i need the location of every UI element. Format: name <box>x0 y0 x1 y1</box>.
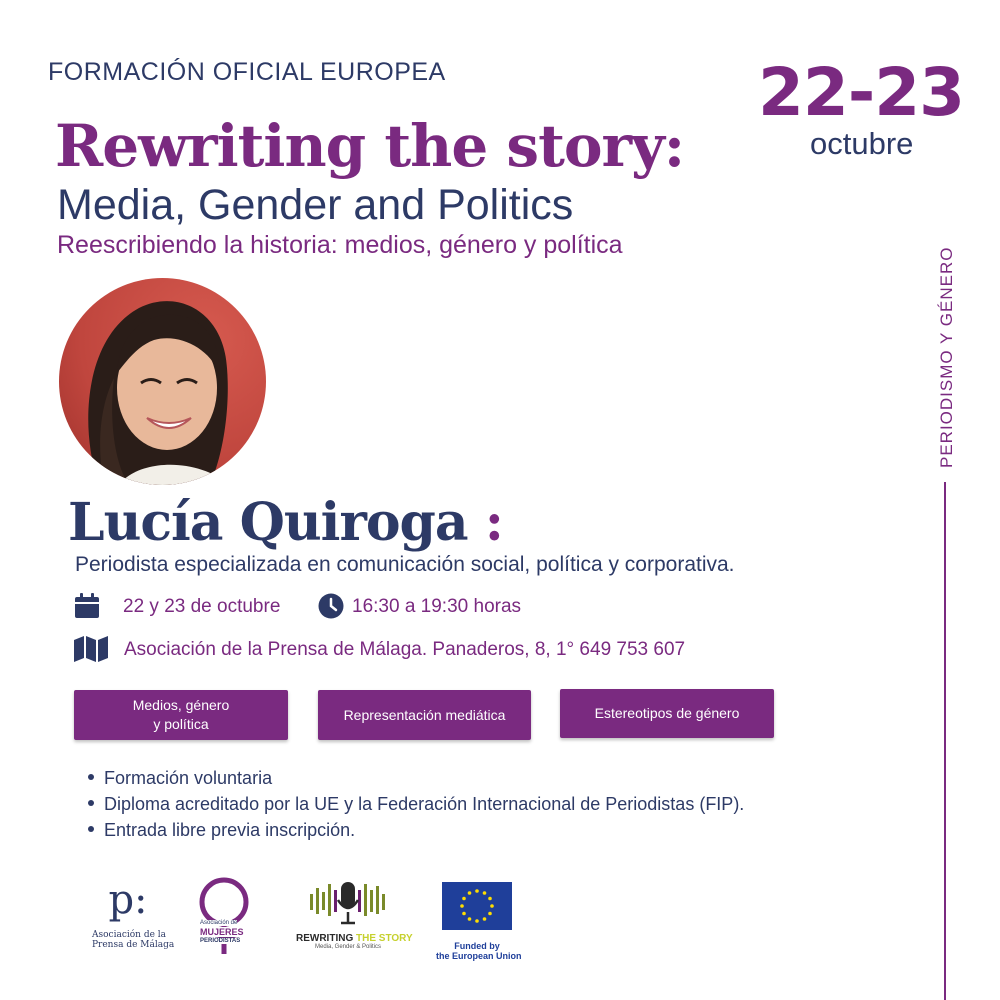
tag-label-line2: y política <box>153 716 209 732</box>
main-title: Rewriting the story: <box>55 112 685 180</box>
rewriting-the-story-logo <box>296 876 413 956</box>
event-date: 22 y 23 de octubre <box>123 596 281 617</box>
mujeres-periodistas-logo <box>192 876 256 956</box>
tag-label: Estereotipos de género <box>594 705 740 722</box>
eu-logo-line2: the European Union <box>436 951 522 961</box>
vertical-divider <box>944 482 946 1000</box>
apm-logo-line2: Prensa de Málaga <box>92 940 175 950</box>
subtitle-spanish: Reescribiendo la historia: medios, género y política <box>57 231 623 259</box>
apm-logo-mark: p: <box>108 877 148 923</box>
vertical-label-container <box>930 230 960 470</box>
vertical-label: PERIODISMO Y GÉNERO <box>937 246 956 468</box>
tag-representacion-mediatica <box>318 690 531 740</box>
eu-funding-logo <box>436 882 522 961</box>
tag-medios-genero-politica <box>74 690 288 740</box>
rts-logo-title: REWRITING THE STORY <box>296 933 413 944</box>
list-item: Formación voluntaria <box>88 765 744 791</box>
mujeres-logo-line3: PERIODISTAS <box>200 938 241 944</box>
podcast-microphone-icon <box>296 876 400 926</box>
speaker-portrait-icon <box>59 278 266 485</box>
calendar-icon <box>74 593 100 619</box>
venus-symbol-icon <box>192 876 256 956</box>
tag-label-line1: Medios, género <box>132 697 230 714</box>
eu-logo-line1: Funded by <box>454 941 500 951</box>
list-item: Diploma acreditado por la UE y la Federación Internacional de Periodistas (FIP). <box>88 791 744 817</box>
tag-estereotipos-genero <box>560 689 774 738</box>
date-range: 22-23 <box>758 54 965 131</box>
speaker-colon: : <box>484 492 503 553</box>
subtitle: Media, Gender and Politics <box>57 181 574 229</box>
tag-label: Representación mediática <box>343 706 506 723</box>
event-location: Asociación de la Prensa de Málaga. Panaderos, 8, 1° 649 753 607 <box>124 639 686 660</box>
speaker-name-line <box>68 492 503 553</box>
eu-flag-icon <box>442 882 512 930</box>
event-time: 16:30 a 19:30 horas <box>352 596 522 617</box>
date-month: octubre <box>810 126 914 161</box>
rts-logo-subtitle: Media, Gender & Politics <box>314 944 382 950</box>
speaker-role: Periodista especializada en comunicación social, política y corporativa. <box>75 553 735 576</box>
mujeres-logo-line2: MUJERES <box>200 927 244 937</box>
apm-logo-line1: Asociación de la <box>92 930 167 940</box>
speaker-name: Lucía Quiroga <box>68 492 468 553</box>
speaker-photo <box>59 278 266 485</box>
header-label: FORMACIÓN OFICIAL EUROPEA <box>48 58 446 86</box>
mujeres-logo-line1: Asociación de <box>200 920 238 926</box>
map-icon <box>74 636 108 662</box>
apm-logo <box>92 877 175 958</box>
bullet-list <box>88 765 744 843</box>
clock-icon <box>318 593 344 619</box>
list-item: Entrada libre previa inscripción. <box>88 817 744 843</box>
